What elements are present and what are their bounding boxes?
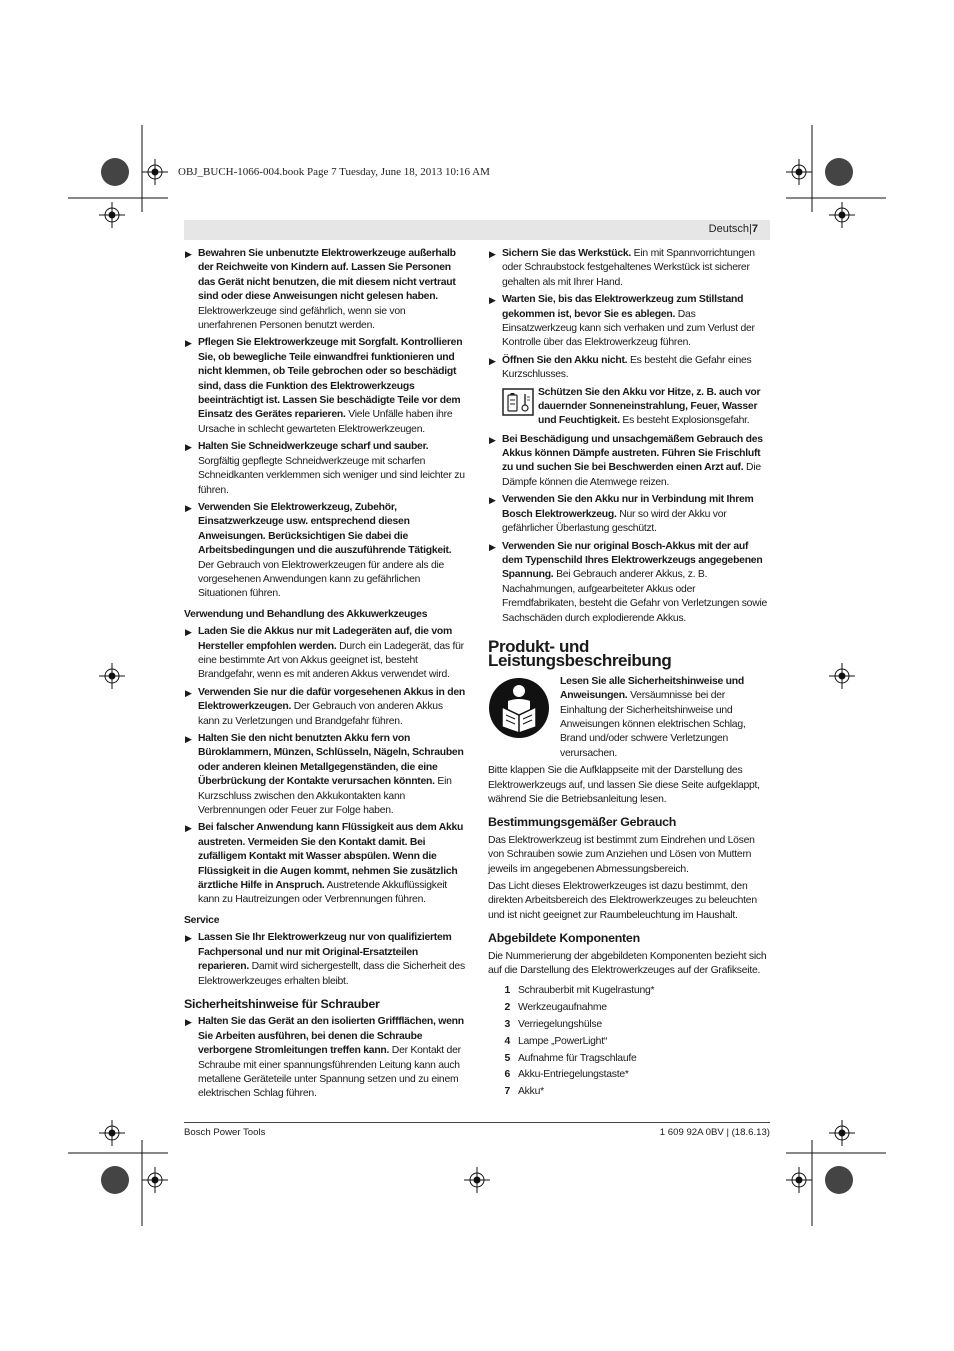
- service-heading: Service: [184, 914, 220, 926]
- safety-instruction: [488, 354, 770, 383]
- registration-crosshair: [829, 202, 855, 228]
- bullet-arrow-icon: ▶: [185, 933, 192, 944]
- safety-instruction: [184, 336, 466, 437]
- akku-heading: Verwendung und Behandlung des Akkuwerkzeuges: [184, 608, 428, 620]
- safety-instruction: [488, 433, 770, 491]
- instruction-text: Austretende Akkuflüssigkeit kann zu Hautreizungen oder Verbrennungen führen.: [198, 880, 447, 906]
- component-label: Akku*: [518, 1086, 544, 1098]
- safety-instruction: [184, 440, 466, 498]
- component-item: [488, 1035, 770, 1049]
- bullet-arrow-icon: ▶: [185, 627, 192, 638]
- footer-publisher: Bosch Power Tools: [184, 1127, 266, 1138]
- bullet-arrow-icon: ▶: [185, 687, 192, 698]
- instruction-bold: Warten Sie, bis das Elektrowerkzeug zum Stillstand gekommen ist, bevor Sie es ablegen.: [502, 294, 744, 320]
- registration-crosshair: [99, 663, 125, 689]
- print-info: OBJ_BUCH-1066-004.book Page 7 Tuesday, June 18, 2013 10:16 AM: [178, 166, 490, 178]
- left-items-group-b: [184, 625, 466, 908]
- instruction-text: Der Gebrauch von Elektrowerkzeugen für andere als die vorgesehenen Anwendungen kann zu gefährlichen Situationen führen.: [198, 559, 445, 600]
- footer-docnumber: 1 609 92A 0BV | (18.6.13): [659, 1127, 770, 1138]
- instruction-text: Nur so wird der Akku vor gefährlicher Überlastung geschützt.: [502, 508, 727, 535]
- instruction-text: Der Kontakt der Schraube mit einer spannungsführenden Leitung kann auch metallene Geräteteile unter Spannung setzen und zu einem elektrischen Schlag führen.: [198, 1045, 461, 1100]
- instruction-text: Elektrowerkzeuge sind gefährlich, wenn sie von unerfahrenen Personen benutzt werden.: [198, 305, 406, 332]
- component-label: Lampe „PowerLight“: [518, 1035, 608, 1047]
- safety-instruction: [488, 540, 770, 626]
- instruction-text: Durch ein Ladegerät, das für eine bestimmte Art von Akkus geeignet ist, besteht Brandgefahr, wenn es mit anderen Akkus verwendet wird.: [198, 640, 464, 681]
- component-item: [488, 1068, 770, 1082]
- instruction-text: Bei Gebrauch anderer Akkus, z. B. Nachahmungen, aufgearbeiteter Akkus oder Fremdfabrikaten, besteht die Gefahr von Verletzungen sowie Sachschäden durch explodierende Akkus.: [502, 569, 768, 624]
- component-label: Aufnahme für Tragschlaufe: [518, 1052, 637, 1064]
- left-items-group-a: [184, 247, 466, 602]
- page-number: 7: [751, 223, 758, 235]
- instruction-text: Der Gebrauch von anderen Akkus kann zu Verletzungen und Brandgefahr führen.: [198, 701, 443, 727]
- components-list: [488, 984, 770, 1099]
- component-label: Schrauberbit mit Kugelrastung*: [518, 985, 655, 997]
- safety-instruction: [184, 625, 466, 683]
- left-items-group-c: [184, 931, 466, 989]
- instruction-bold: Halten Sie Schneidwerkzeuge scharf und sauber.: [198, 441, 429, 453]
- product-title: Produkt- und Leistungsbeschreibung: [488, 636, 672, 671]
- component-number: 1: [504, 985, 510, 997]
- usage-heading: Bestimmungsgemäßer Gebrauch: [488, 815, 677, 830]
- instruction-bold: Verwenden Sie nur original Bosch-Akkus mit der auf dem Typenschild Ihres Elektrowerkzeugs angegebenen Spannung.: [502, 540, 763, 581]
- read-manual-note: [488, 675, 770, 761]
- registration-crosshair: [829, 663, 855, 689]
- footer-rule: [184, 1122, 770, 1123]
- safety-instruction: [488, 293, 770, 351]
- bullet-arrow-icon: ▶: [489, 541, 496, 552]
- registration-crosshair: [142, 1167, 168, 1193]
- registration-crosshair: [829, 1120, 855, 1146]
- header-language: Deutsch: [708, 223, 750, 235]
- fold-text: Bitte klappen Sie die Aufklappseite mit der Darstellung des Elektrowerkzeugs auf, und lassen Sie diese Seite aufgeklappt, während Sie die Betriebsanleitung lesen.: [488, 765, 760, 805]
- instruction-bold: Bei falscher Anwendung kann Flüssigkeit aus dem Akku austreten. Vermeiden Sie den Kontakt damit. Bei zufälligem Kontakt mit Wasser abspülen. Wenn die Flüssigkeit in die Augen kommt, nehmen Sie zusätzlich ärztliche Hilfe in Anspruch.: [198, 822, 464, 892]
- bullet-arrow-icon: ▶: [489, 434, 496, 445]
- component-item: [488, 1052, 770, 1066]
- safety-instruction: [184, 1015, 466, 1101]
- component-number: 6: [504, 1069, 510, 1081]
- safety-instruction: [184, 686, 466, 729]
- safety-instruction: [184, 501, 466, 602]
- right-column: [488, 247, 770, 1102]
- instruction-bold: Bei Beschädigung und unsachgemäßem Gebrauch des Akkus können Dämpfe austreten. Führen Sie Frischluft zu und suchen Sie bei Beschwerden einen Arzt auf.: [502, 433, 763, 474]
- component-number: 5: [504, 1052, 510, 1064]
- instruction-bold: Verwenden Sie nur die dafür vorgesehenen Akkus in den Elektrowerkzeugen.: [198, 686, 465, 713]
- instruction-text: Ein Kurzschluss zwischen den Akkukontakten kann Verbrennungen oder Feuer zur Folge haben.: [198, 776, 452, 817]
- safety-instruction: [184, 247, 466, 333]
- safety-instruction: [184, 931, 466, 989]
- schrauber-heading: Sicherheitshinweise für Schrauber: [184, 996, 380, 1011]
- right-items-group-b: [488, 433, 770, 626]
- bullet-arrow-icon: ▶: [185, 442, 192, 453]
- bullet-arrow-icon: ▶: [185, 249, 192, 259]
- read-manual-bold: Lesen Sie alle Sicherheitshinweise und Anweisungen.: [560, 675, 744, 702]
- bullet-arrow-icon: ▶: [185, 823, 192, 834]
- component-label: Akku-Entriegelungstaste*: [518, 1069, 629, 1081]
- instruction-text: Die Dämpfe können die Atemwege reizen.: [502, 462, 761, 488]
- heat-warning-note: [488, 386, 770, 430]
- component-number: 3: [504, 1019, 510, 1031]
- registration-crosshair: [786, 159, 812, 185]
- bullet-arrow-icon: ▶: [489, 355, 496, 366]
- instruction-text: Viele Unfälle haben ihre Ursache in schlecht gewarteten Elektrowerkzeugen.: [198, 409, 453, 435]
- registration-crosshair: [464, 1167, 490, 1193]
- usage-text-2: Das Licht dieses Elektrowerkzeuges ist dazu bestimmt, den direkten Arbeitsbereich des Elektrowerkzeuges zu beleuchten und ist nicht geeignet zur Raumbeleuchtung im Haushalt.: [488, 881, 757, 921]
- component-number: 2: [504, 1002, 510, 1014]
- component-number: 4: [504, 1035, 510, 1047]
- component-label: Werkzeugaufnahme: [518, 1002, 607, 1014]
- read-manual-text: [560, 675, 770, 761]
- instruction-bold: Verwenden Sie den Akku nur in Verbindung mit Ihrem Bosch Elektrowerkzeug.: [502, 494, 754, 520]
- bullet-arrow-icon: ▶: [185, 1017, 192, 1028]
- instruction-bold: Lassen Sie Ihr Elektrowerkzeug nur von qualifiziertem Fachpersonal und nur mit Original-Ersatzteilen reparieren.: [198, 932, 452, 973]
- component-item: [488, 984, 770, 998]
- bullet-arrow-icon: ▶: [489, 495, 496, 506]
- right-items-group-a: [488, 247, 770, 383]
- bullet-arrow-icon: ▶: [185, 502, 192, 513]
- instruction-bold: Halten Sie das Gerät an den isolierten Griffflächen, wenn Sie Arbeiten ausführen, bei denen die Schraube verborgene Stromleitungen treffen kann.: [198, 1016, 464, 1057]
- safety-instruction: [184, 732, 466, 818]
- instruction-bold: Bewahren Sie unbenutzte Elektrowerkzeuge außerhalb der Reichweite von Kindern auf. Lassen Sie Personen das Gerät nicht benutzen, die mit diesem nicht vertraut sind oder diese Anweisungen nicht gelesen haben.: [198, 248, 456, 303]
- component-number: 7: [504, 1086, 510, 1098]
- header-separator: |: [749, 223, 752, 235]
- instruction-bold: Laden Sie die Akkus nur mit Ladegeräten auf, die vom Hersteller empfohlen werden.: [198, 626, 452, 652]
- instruction-text: Damit wird sichergestellt, dass die Sicherheit des Elektrowerkzeuges erhalten bleibt.: [198, 961, 465, 987]
- registration-crosshair: [142, 159, 168, 185]
- left-items-group-d: [184, 1015, 466, 1101]
- instruction-text: Das Einsatzwerkzeug kann sich verhaken und zum Verlust der Kontrolle über das Elektrowerkzeug führen.: [502, 308, 755, 349]
- instruction-bold: Öffnen Sie den Akku nicht.: [502, 354, 628, 366]
- heat-warning-text: [538, 386, 770, 429]
- component-label: Verriegelungshülse: [518, 1019, 602, 1031]
- bullet-arrow-icon: ▶: [185, 734, 192, 744]
- heat-warning-bold: Schützen Sie den Akku vor Hitze, z. B. auch vor dauernder Sonneneinstrahlung, Feuer, Wasser und Feuchtigkeit.: [538, 386, 761, 427]
- component-item: [488, 1018, 770, 1032]
- safety-instruction: [488, 247, 770, 290]
- components-text: Die Nummerierung der abgebildeten Komponenten bezieht sich auf die Darstellung des Elektrowerkzeuges auf der Grafikseite.: [488, 950, 767, 977]
- registration-crosshair: [99, 202, 125, 228]
- usage-text-1: Das Elektrowerkzeug ist bestimmt zum Eindrehen und Lösen von Schrauben sowie zum Anziehen und Lösen von Muttern jeweils im angegebenen Abmessungsbereich.: [488, 834, 755, 875]
- bullet-arrow-icon: ▶: [489, 295, 496, 306]
- heat-warning-normal: Es besteht Explosionsgefahr.: [619, 415, 750, 427]
- battery-heat-warning-icon: [502, 388, 534, 421]
- header-text: [709, 223, 758, 235]
- read-manual-icon: [488, 677, 550, 744]
- registration-crosshair: [99, 1120, 125, 1146]
- instruction-text: Es besteht die Gefahr eines Kurzschlusses.: [502, 354, 752, 381]
- registration-crosshair: [786, 1167, 812, 1193]
- bullet-arrow-icon: ▶: [489, 249, 496, 259]
- safety-instruction: [184, 821, 466, 907]
- left-column: [184, 247, 466, 1105]
- instruction-bold: Pflegen Sie Elektrowerkzeuge mit Sorgfalt. Kontrollieren Sie, ob bewegliche Teile einwandfrei funktionieren und nicht klemmen, ob Teile gebrochen oder so beschädigt sind, dass die Funktion des Elektrowerkzeugs beeinträchtigt ist. Lassen Sie beschädigte Teile vor dem Einsatz des Gerätes reparieren.: [198, 337, 463, 421]
- instruction-bold: Sichern Sie das Werkstück.: [502, 248, 632, 259]
- page-header: [184, 220, 770, 240]
- read-manual-normal: Versäumnisse bei der Einhaltung der Sicherheitshinweise und Anweisungen können elektrischen Schlag, Brand und/oder schwere Verletzungen verursachen.: [560, 690, 746, 759]
- instruction-bold: Verwenden Sie Elektrowerkzeug, Zubehör, Einsatzwerkzeuge usw. entsprechend diesen Anweisungen. Berücksichtigen Sie dabei die Arbeitsbedingungen und die auszuführende Tätigkeit.: [198, 501, 452, 557]
- safety-instruction: [488, 493, 770, 536]
- component-item: [488, 1001, 770, 1015]
- instruction-bold: Halten Sie den nicht benutzten Akku fern von Büroklammern, Münzen, Schlüsseln, Nägeln, Schrauben oder anderen kleinen Metallgegenständen, die eine Überbrückung der Kontakte verursachen könnten.: [198, 733, 464, 788]
- component-item: [488, 1085, 770, 1099]
- bullet-arrow-icon: ▶: [185, 338, 192, 349]
- instruction-text: Ein mit Spannvorrichtungen oder Schraubstock festgehaltenes Werkstück ist sicherer gehalten als mit Ihrer Hand.: [502, 248, 755, 288]
- instruction-text: Sorgfältig gepflegte Schneidwerkzeuge mit scharfen Schneidkanten verklemmen sich weniger und sind leichter zu führen.: [198, 455, 465, 496]
- components-heading: Abgebildete Komponenten: [488, 931, 640, 946]
